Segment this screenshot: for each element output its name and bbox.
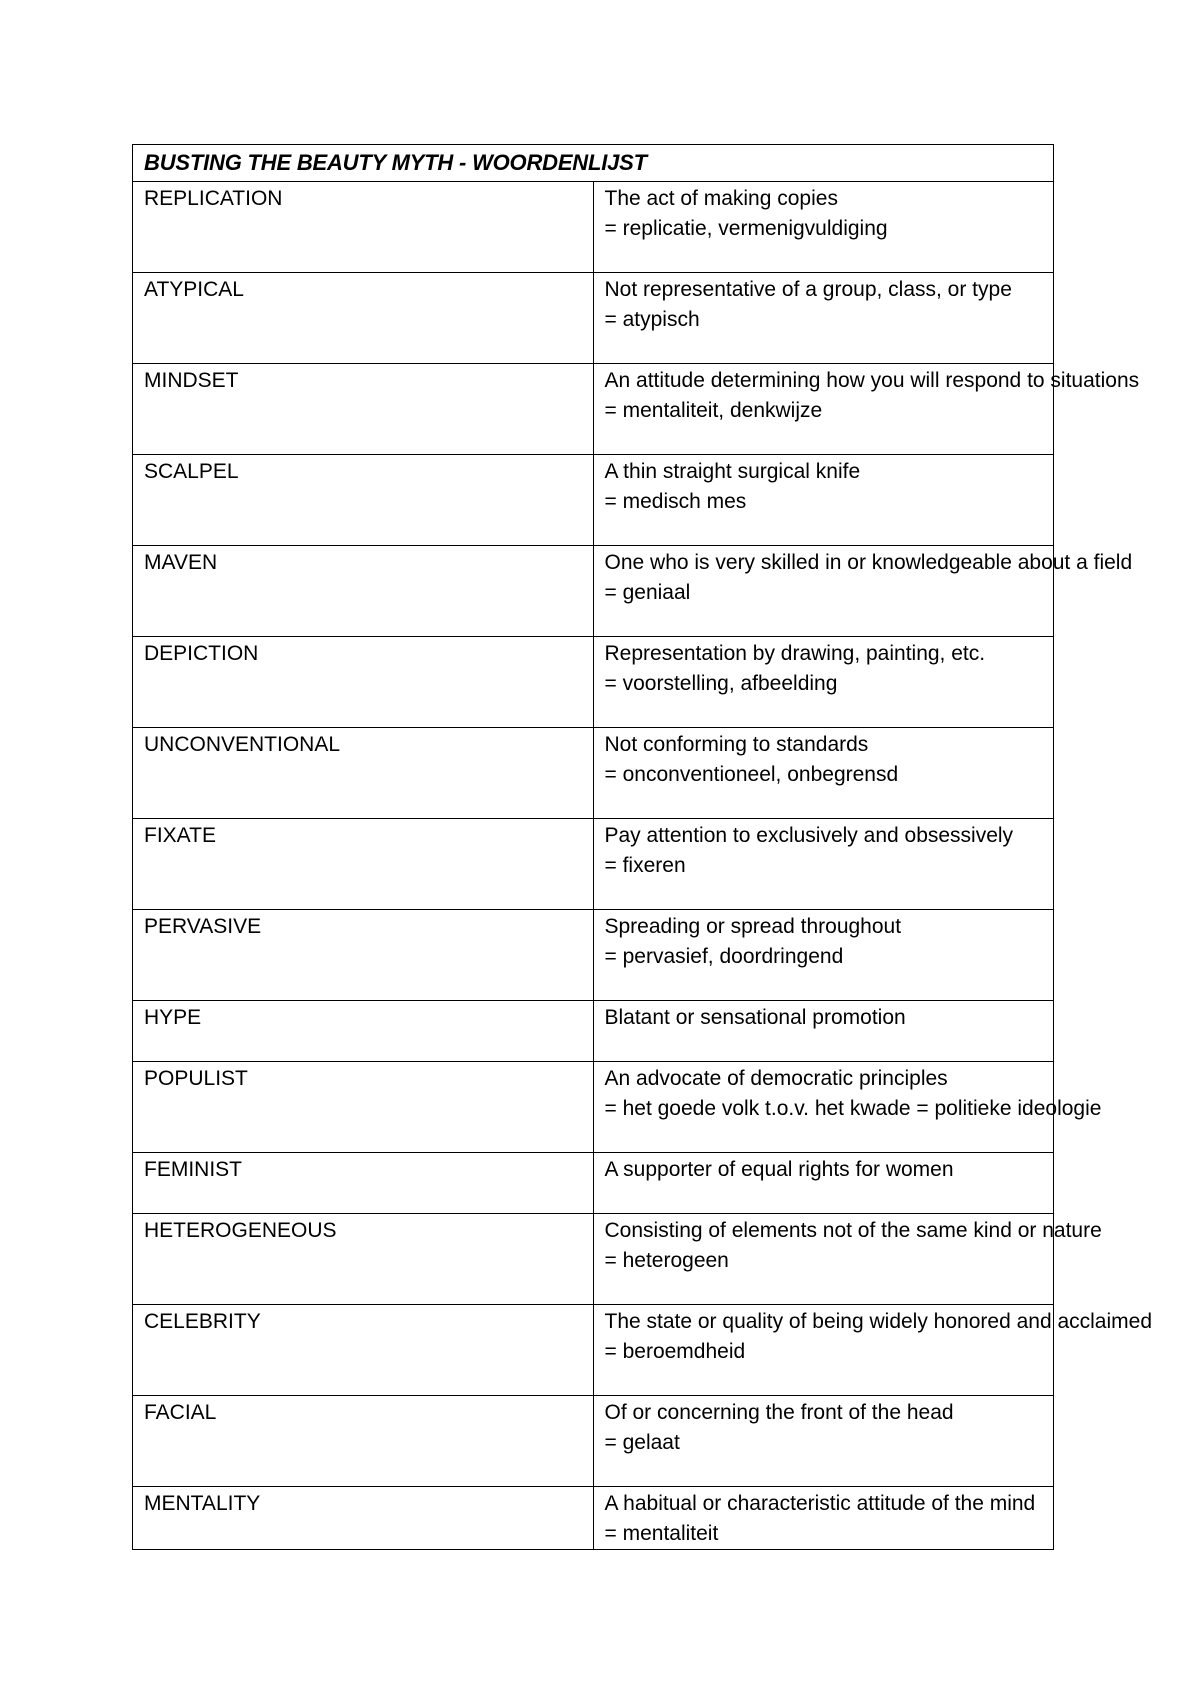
definition-text: Representation by drawing, painting, etc.	[604, 642, 986, 665]
table-row	[133, 1487, 1054, 1550]
title-row	[133, 145, 1054, 182]
definition-text: The state or quality of being widely honored and acclaimed	[604, 1310, 1152, 1333]
term-cell: DEPICTION	[133, 637, 594, 728]
term-cell: HYPE	[133, 1001, 594, 1062]
translation-text: = voorstelling, afbeelding	[604, 672, 838, 695]
table-row	[133, 364, 1054, 455]
definition-text: A thin straight surgical knife	[604, 460, 861, 483]
table-row	[133, 273, 1054, 364]
definition-cell	[593, 1153, 1054, 1214]
term-cell: POPULIST	[133, 1062, 594, 1153]
table-row	[133, 182, 1054, 273]
table-row	[133, 637, 1054, 728]
translation-text: = gelaat	[604, 1431, 680, 1454]
term-cell: SCALPEL	[133, 455, 594, 546]
definition-cell	[593, 273, 1054, 364]
term-cell: MINDSET	[133, 364, 594, 455]
term-cell: UNCONVENTIONAL	[133, 728, 594, 819]
definition-cell	[593, 819, 1054, 910]
table-row	[133, 728, 1054, 819]
term-cell: FIXATE	[133, 819, 594, 910]
definition-cell	[593, 1062, 1102, 1153]
definition-cell	[593, 637, 1054, 728]
term-cell: FACIAL	[133, 1396, 594, 1487]
definition-cell	[593, 182, 1054, 273]
term-cell: HETEROGENEOUS	[133, 1214, 594, 1305]
translation-text: = het goede volk t.o.v. het kwade = politieke ideologie	[604, 1097, 1102, 1120]
definition-cell	[593, 728, 1054, 819]
term-cell: ATYPICAL	[133, 273, 594, 364]
table-row	[133, 819, 1054, 910]
translation-text: = mentaliteit, denkwijze	[604, 399, 823, 422]
translation-text: = mentaliteit	[604, 1522, 719, 1545]
table-row	[133, 1001, 1054, 1062]
document-title: BUSTING THE BEAUTY MYTH - WOORDENLIJST	[133, 145, 1054, 182]
vocabulary-table	[132, 144, 1152, 1550]
definition-cell	[593, 1487, 1054, 1550]
definition-cell	[593, 1305, 1152, 1396]
translation-text: = fixeren	[604, 854, 686, 877]
term-cell: FEMINIST	[133, 1153, 594, 1214]
definition-text: An advocate of democratic principles	[604, 1067, 948, 1090]
definition-cell	[593, 546, 1133, 637]
translation-text: = replicatie, vermenigvuldiging	[604, 217, 888, 240]
term-cell: PERVASIVE	[133, 910, 594, 1001]
definition-text: Of or concerning the front of the head	[604, 1401, 954, 1424]
table-row	[133, 1153, 1054, 1214]
definition-text: Spreading or spread throughout	[604, 915, 902, 938]
table-row	[133, 1396, 1054, 1487]
definition-text: The act of making copies	[604, 187, 838, 210]
translation-text: = beroemdheid	[604, 1340, 746, 1363]
definition-cell	[593, 455, 1054, 546]
definition-text: An attitude determining how you will respond to situations	[604, 369, 1140, 392]
definition-cell	[593, 364, 1140, 455]
definition-text: Blatant or sensational promotion	[604, 1006, 906, 1029]
definition-cell	[593, 1214, 1102, 1305]
definition-cell	[593, 1396, 1054, 1487]
definition-cell	[593, 910, 1054, 1001]
translation-text: = heterogeen	[604, 1249, 729, 1272]
table-row	[133, 910, 1054, 1001]
definition-text: Pay attention to exclusively and obsessively	[604, 824, 1014, 847]
term-cell: REPLICATION	[133, 182, 594, 273]
table-row	[133, 455, 1054, 546]
translation-text: = onconventioneel, onbegrensd	[604, 763, 899, 786]
translation-text: = atypisch	[604, 308, 700, 331]
table-row	[133, 546, 1054, 637]
definition-text: A habitual or characteristic attitude of the mind	[604, 1492, 1036, 1515]
table-row	[133, 1214, 1054, 1305]
term-cell: MAVEN	[133, 546, 594, 637]
table-row	[133, 1305, 1054, 1396]
translation-text: = medisch mes	[604, 490, 747, 513]
definition-text: Not conforming to standards	[604, 733, 869, 756]
term-cell: CELEBRITY	[133, 1305, 594, 1396]
term-cell: MENTALITY	[133, 1487, 594, 1550]
definition-text: One who is very skilled in or knowledgeable about a field	[604, 551, 1133, 574]
definition-cell	[593, 1001, 1054, 1062]
table-row	[133, 1062, 1054, 1153]
translation-text: = pervasief, doordringend	[604, 945, 844, 968]
definition-text: Not representative of a group, class, or type	[604, 278, 1012, 301]
definition-text: A supporter of equal rights for women	[604, 1158, 954, 1181]
translation-text: = geniaal	[604, 581, 691, 604]
definition-text: Consisting of elements not of the same kind or nature	[604, 1219, 1102, 1242]
